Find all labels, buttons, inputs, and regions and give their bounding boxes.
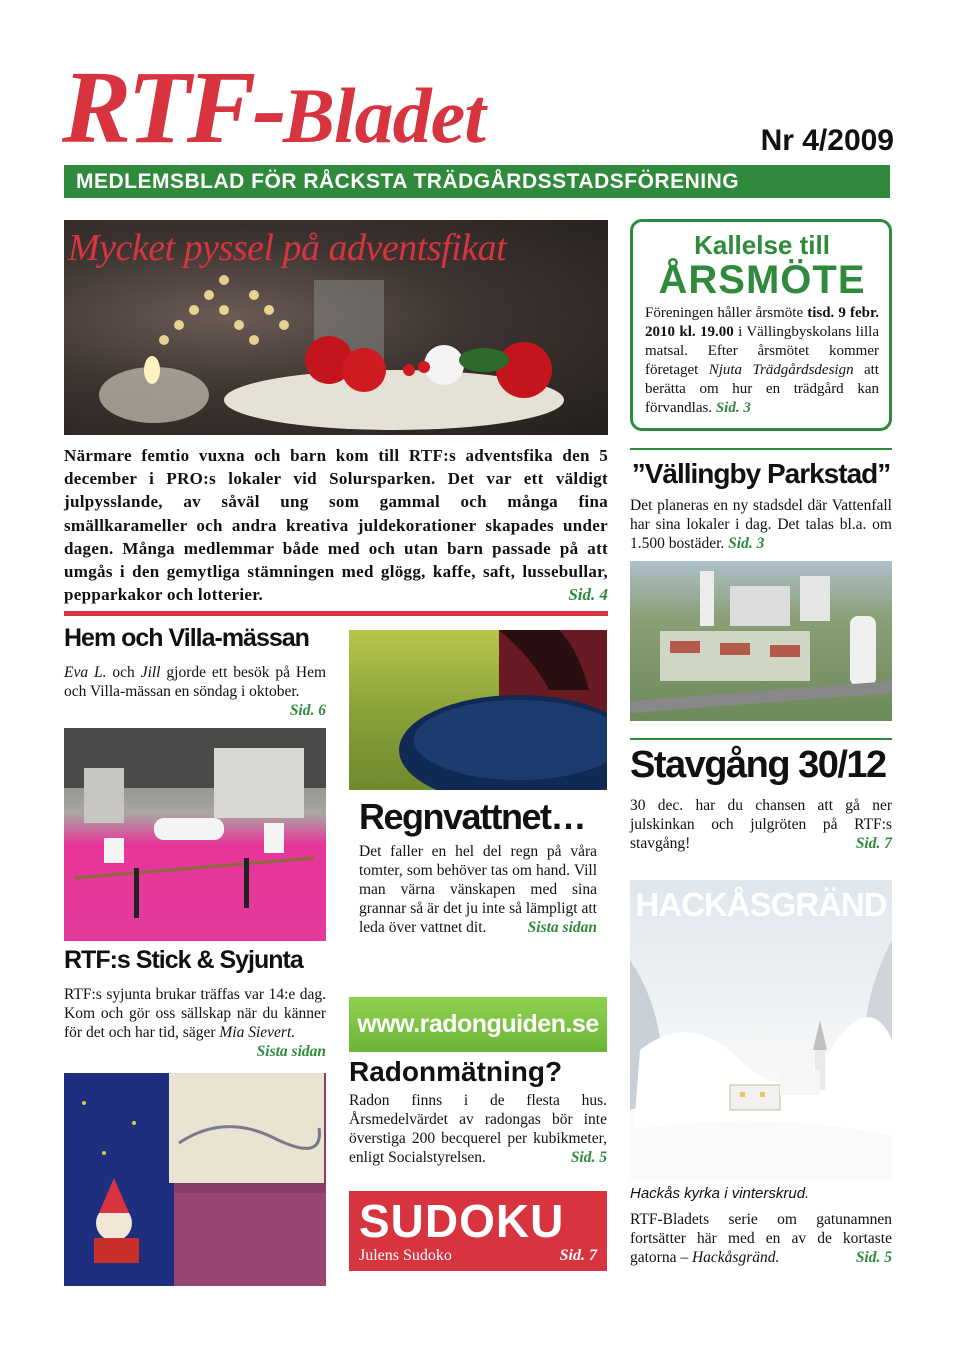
arsmote-box — [630, 219, 892, 431]
hackas-photo — [630, 880, 892, 1180]
stick-text: RTF:s syjunta brukar träffas var 14:e dag. Kom och gör oss sällskap när du känner för det och har tid, säger — [64, 986, 326, 1041]
regnvatten-body — [359, 842, 597, 937]
issue-number: Nr 4/2009 — [760, 124, 894, 157]
radon-banner-text[interactable]: www.radonguiden.se — [357, 1010, 599, 1038]
regnvatten-text: Det faller en hel del regn på våra tomter, som behöver tas om hand. Vill man värna vänskapen med sina grannar så är det ju inte så lämpligt att leda över vattnet dit. — [359, 843, 597, 936]
sudoku-title: SUDOKU — [359, 1195, 565, 1247]
radon-ref[interactable]: Sid. 5 — [570, 1149, 607, 1166]
parkstad-rule — [630, 448, 892, 450]
parkstad-text: Det planeras en ny stadsdel där Vattenfall har sina lokaler i dag. Det talas bl.a. om 1.500 bostäder. — [630, 497, 892, 552]
logo-bladet: Bladet — [282, 72, 485, 159]
parkstad-body — [630, 496, 892, 553]
advent-text: Närmare femtio vuxna och barn kom till RTF:s adventsfika den 5 december i PRO:s lokaler vid Solursparken. Det var ett väldigt julpysslande, av såväl ung som gammal och många fina smällkarameller och andra kreativa juldekorationer skapades under dagen. Många medlemmar både med och utan barn passade på att umgås i den gemytliga stämningen med glögg, kaffe, saft, lussebullar, pepparkakor och lotterier. — [64, 446, 608, 605]
hackas-photo-art — [630, 880, 892, 1180]
advent-body — [64, 444, 608, 606]
sudoku-box[interactable] — [349, 1191, 607, 1271]
stavgang-rule — [630, 738, 892, 740]
hackas-banner: HACKÅSGRÄND — [635, 886, 887, 923]
stick-title: RTF:s Stick & Syjunta — [64, 946, 303, 974]
hemvilla-title: Hem och Villa-mässan — [64, 624, 309, 652]
hackas-body — [630, 1210, 892, 1267]
regnvatten-photo-art — [349, 630, 607, 790]
tagline-bar — [64, 165, 890, 198]
arsmote-body — [645, 304, 879, 418]
stavgang-title: Stavgång 30/12 — [630, 744, 886, 786]
hemvilla-photo-art — [64, 728, 326, 941]
arsmote-kicker: Kallelse till — [694, 230, 830, 260]
stick-photo-art — [64, 1073, 326, 1286]
stavgang-ref[interactable]: Sid. 7 — [855, 835, 892, 852]
stick-name: Mia Sievert. — [219, 1024, 296, 1041]
logo-rtf: RTF- — [62, 50, 283, 165]
stick-body — [64, 985, 326, 1061]
advent-photo — [64, 220, 608, 435]
parkstad-photo-art — [630, 561, 892, 721]
parkstad-photo — [630, 561, 892, 721]
divider-red — [64, 611, 608, 616]
arsmote-ref[interactable]: Sid. 3 — [715, 400, 751, 416]
hackas-ref[interactable]: Sid. 5 — [855, 1249, 892, 1266]
parkstad-ref[interactable]: Sid. 3 — [728, 535, 765, 552]
radon-body — [349, 1091, 607, 1167]
advent-ref[interactable]: Sid. 4 — [568, 585, 608, 605]
stavgang-body — [630, 796, 892, 853]
hackas-name: Hackåsgränd. — [691, 1249, 780, 1266]
arsmote-date: tisd. 9 febr. 2010 kl. 19.00 — [645, 305, 879, 340]
hemvilla-ref[interactable]: Sid. 6 — [289, 702, 326, 719]
hackas-text: RTF-Bladets serie om gatunamnen fortsätter här med en av de kortaste gatorna – — [630, 1211, 892, 1266]
radon-banner[interactable] — [349, 997, 607, 1052]
hemvilla-text: gjorde ett besök på Hem och Villa-mässan en söndag i oktober. — [64, 664, 327, 700]
hemvilla-name-2: Jill — [140, 664, 161, 681]
arsmote-company: Njuta Trädgårdsdesign — [708, 362, 854, 378]
hemvilla-photo — [64, 728, 326, 941]
regnvatten-title: Regnvattnet… — [359, 796, 586, 837]
sudoku-sub: Julens Sudoko — [359, 1247, 452, 1264]
regnvatten-photo — [349, 630, 607, 790]
regnvatten-box — [349, 790, 607, 978]
masthead-logo — [62, 50, 682, 165]
arsmote-title: ÅRSMÖTE — [658, 258, 866, 302]
parkstad-title: ”Vällingby Parkstad” — [631, 458, 891, 489]
arsmote-text-a: Föreningen håller årsmöte — [645, 305, 808, 321]
hemvilla-name-1: Eva L. — [64, 664, 107, 681]
radon-title: Radonmätning? — [349, 1056, 563, 1087]
hemvilla-mid: och — [106, 664, 141, 681]
hackas-caption: Hackås kyrka i vinterskrud. — [630, 1185, 810, 1202]
tagline: MEDLEMSBLAD FÖR RÅCKSTA TRÄDGÅRDSSTADSFÖRENING — [76, 170, 740, 193]
stick-photo — [64, 1073, 326, 1286]
radon-text: Radon finns i de flesta hus. Årsmedelvärdet av radongas bör inte överstiga 200 becquerel per kubikmeter, enligt Socialstyrelsen. — [349, 1092, 607, 1166]
arsmote-text-c: i Vällingbyskolans lilla matsal. Efter årsmötet kommer företaget — [645, 324, 879, 378]
stick-ref[interactable]: Sista sidan — [256, 1043, 326, 1060]
stavgang-text: 30 dec. har du chansen att gå ner julskinkan och julgröten på RTF:s stavgång! — [630, 797, 892, 852]
regnvatten-ref[interactable]: Sista sidan — [527, 919, 597, 936]
sudoku-ref[interactable]: Sid. 7 — [559, 1247, 597, 1264]
sudoku-sub-row — [359, 1247, 597, 1265]
advent-heading: Mycket pyssel på adventsfikat — [68, 227, 507, 269]
hemvilla-body — [64, 663, 326, 720]
arsmote-text-e: att berätta om hur en trädgård kan förvandlas. — [645, 362, 879, 416]
